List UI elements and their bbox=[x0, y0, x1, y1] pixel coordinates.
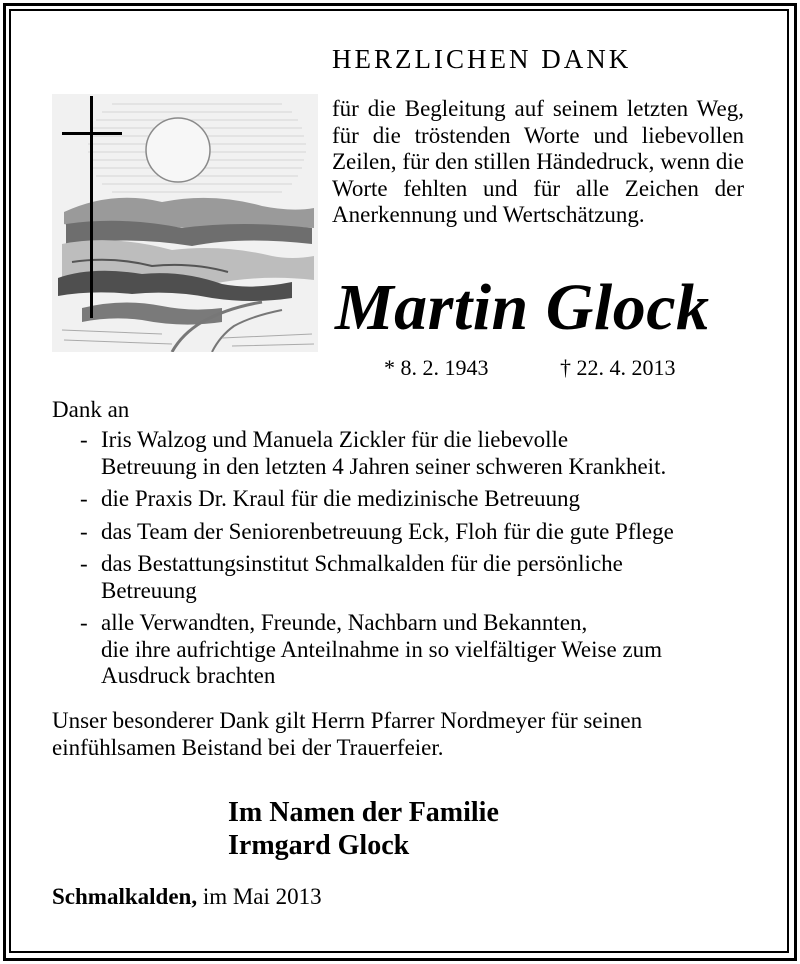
place: Schmalkalden, bbox=[52, 884, 198, 909]
dash-bullet: - bbox=[80, 518, 88, 544]
thanks-item-text: alle Verwandten, Freunde, Nachbarn und Bekannten, die ihre aufrichtige Anteilnahme in so vielfältiger Weise zum Ausdruck brachten bbox=[101, 610, 663, 688]
list-item bbox=[52, 610, 752, 690]
special-thanks: Unser besonderer Dank gilt Herrn Pfarrer Nordmeyer für seinen einfühlsamen Beistand bei der Trauerfeier. bbox=[52, 708, 643, 760]
thanks-list bbox=[52, 427, 752, 696]
list-item bbox=[52, 551, 752, 604]
thanks-item-text: das Bestattungsinstitut Schmalkalden für die persönliche Betreuung bbox=[101, 551, 623, 603]
notice-heading: HERZLICHEN DANK bbox=[332, 44, 632, 74]
birth-date: * 8. 2. 1943 bbox=[384, 355, 489, 380]
signature-line-family: Im Namen der Familie bbox=[228, 797, 499, 828]
place-date bbox=[52, 884, 322, 910]
list-item bbox=[52, 519, 752, 546]
thanks-intro: Dank an bbox=[52, 397, 130, 422]
list-item bbox=[52, 486, 752, 513]
dash-bullet: - bbox=[80, 486, 88, 511]
cross-landscape-sun-icon bbox=[52, 94, 318, 352]
date: im Mai 2013 bbox=[202, 884, 322, 909]
deceased-name: Martin Glock bbox=[335, 271, 710, 344]
list-item bbox=[52, 427, 752, 480]
death-date: † 22. 4. 2013 bbox=[560, 355, 676, 380]
intro-text: für die Begleitung auf seinem letzten Weg, für die tröstenden Worte und liebevollen Zeilen, für den stillen Händedruck, wenn die Worte fehlten und für alle Zeichen der Anerkennung und Wertschätzung. bbox=[332, 96, 744, 227]
signature bbox=[228, 796, 499, 862]
signature-line-name: Irmgard Glock bbox=[228, 830, 410, 861]
dash-bullet: - bbox=[80, 551, 88, 576]
thanks-item-text: das Team der Seniorenbetreuung Eck, Floh für die gute Pflege bbox=[101, 518, 674, 544]
dash-bullet: - bbox=[80, 427, 88, 452]
dash-bullet: - bbox=[80, 610, 88, 635]
thanks-item-text: Iris Walzog und Manuela Zickler für die liebevolle Betreuung in den letzten 4 Jahren seiner schweren Krankheit. bbox=[101, 427, 667, 479]
thanks-item-text: die Praxis Dr. Kraul für die medizinische Betreuung bbox=[101, 486, 581, 511]
